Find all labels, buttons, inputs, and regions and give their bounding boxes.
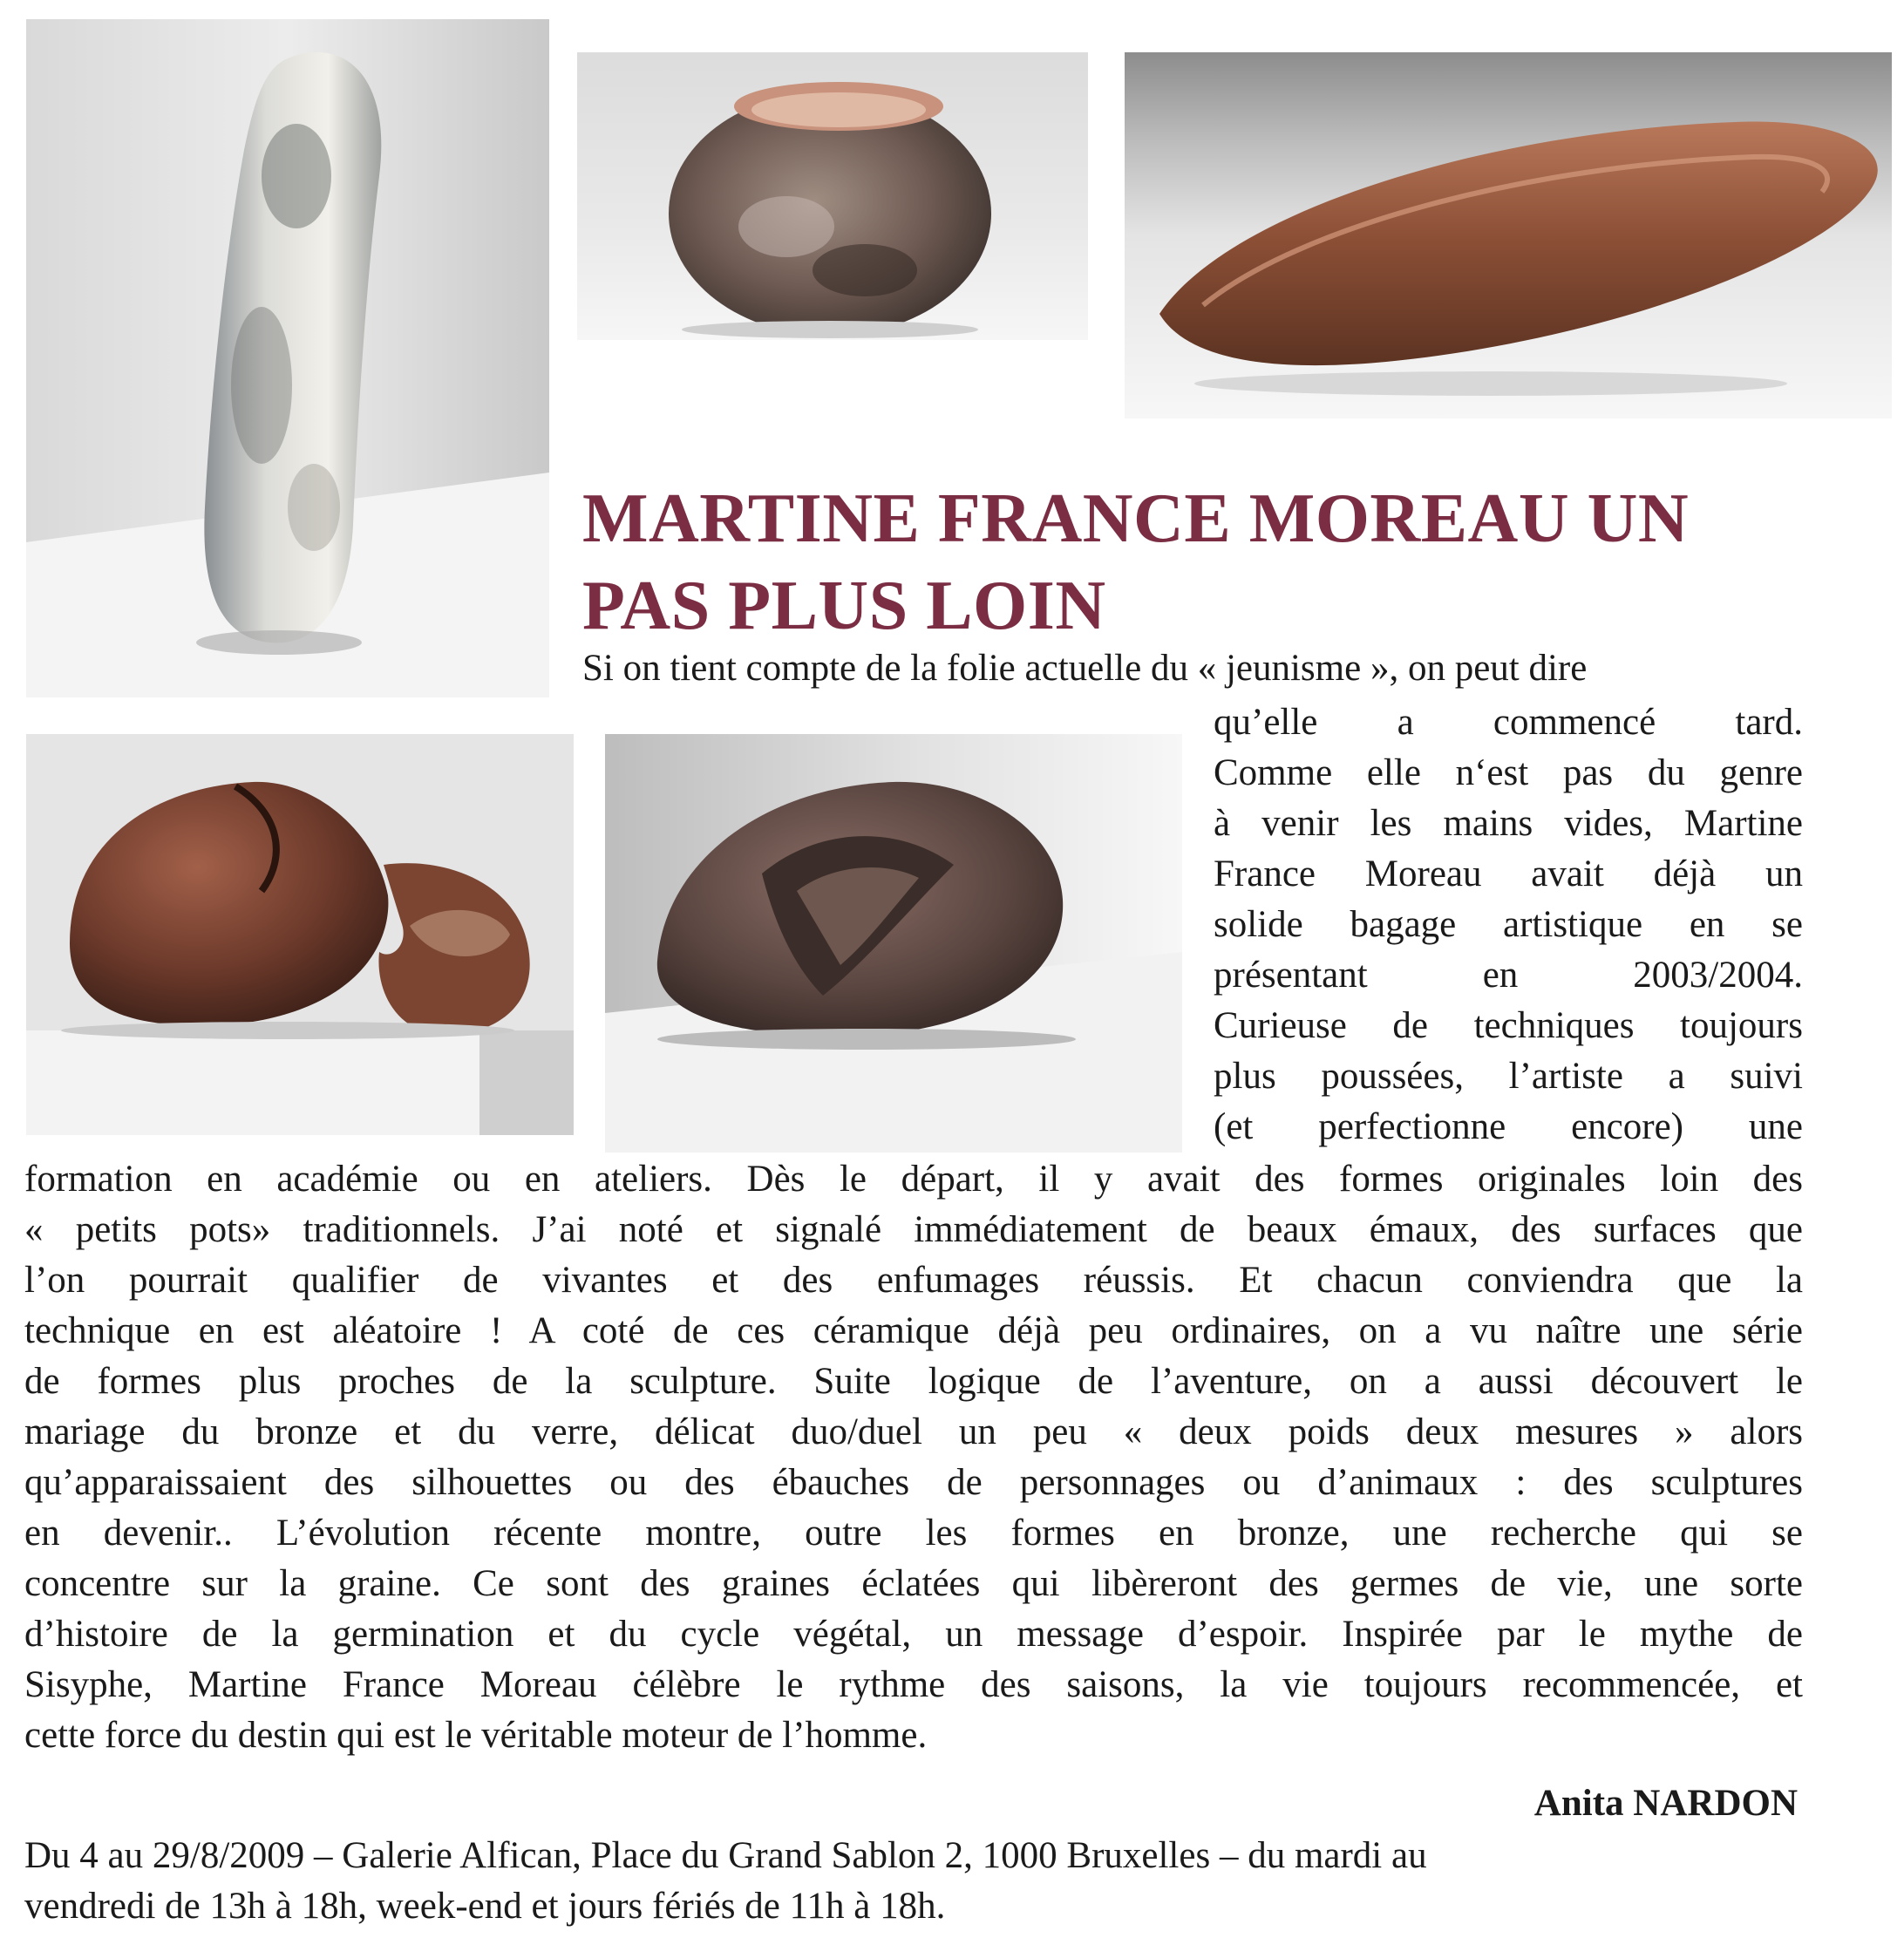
column-line: (et perfectionne encore) une: [1214, 1106, 1803, 1147]
body-line: mariage du bronze et du verre, délicat duo/duel un peu « deux poids deux mesures » alors: [24, 1411, 1803, 1452]
body-line: en devenir.. L’évolution récente montre, outre les formes en bronze, une recherche qui se: [24, 1513, 1803, 1554]
photo-boat-bowl: [1125, 52, 1892, 418]
body-line: qu’apparaissaient des silhouettes ou des ébauches de personnages ou d’animaux : des sculptures: [24, 1462, 1803, 1503]
column-line: qu’elle a commencé tard.: [1214, 702, 1803, 743]
body-line: l’on pourrait qualifier de vivantes et des enfumages réussis. Et chacun conviendra que la: [24, 1260, 1803, 1301]
photo-split-spheres: [26, 734, 574, 1135]
body-text: [24, 1154, 1803, 1761]
body-line: « petits pots» traditionnels. J’ai noté et signalé immédiatement de beaux émaux, des surfaces que: [24, 1209, 1803, 1250]
body-line: formation en académie ou en ateliers. Dès le départ, il y avait des formes originales loin des: [24, 1159, 1803, 1200]
column-line: présentant en 2003/2004.: [1214, 955, 1803, 996]
photo-tall-sculpture: [26, 19, 549, 697]
title-line-2: PAS PLUS LOIN: [582, 568, 1106, 644]
author-name: Anita NARDON: [1533, 1783, 1798, 1824]
body-line: de formes plus proches de la sculpture. Suite logique de l’aventure, on a aussi découvert le: [24, 1361, 1803, 1402]
photo-split-seed: [605, 734, 1182, 1153]
title-line-1: MARTINE FRANCE MOREAU UN: [582, 480, 1690, 557]
column-line: à venir les mains vides, Martine: [1214, 803, 1803, 844]
column-line: Curieuse de techniques toujours: [1214, 1005, 1803, 1046]
body-line: technique en est aléatoire ! A coté de ces céramique déjà peu ordinaires, on a vu naître une série: [24, 1310, 1803, 1351]
photo-round-pot: [577, 52, 1088, 340]
body-line: d’histoire de la germination et du cycle végétal, un message d’espoir. Inspirée par le mythe de: [24, 1614, 1803, 1655]
body-line: cette force du destin qui est le véritable moteur de l’homme.: [24, 1715, 928, 1756]
column-line: solide bagage artistique en se: [1214, 904, 1803, 945]
article-title: [582, 475, 1820, 649]
column-text: [1214, 697, 1803, 1153]
intro-line: Si on tient compte de la folie actuelle du « jeunisme », on peut dire: [582, 648, 1588, 689]
exhibition-line: vendredi de 13h à 18h, week-end et jours fériés de 11h à 18h.: [24, 1886, 946, 1927]
body-line: Sisyphe, Martine France Moreau ċélèbre le rythme des saisons, la vie toujours recommencée, et: [24, 1664, 1803, 1705]
exhibition-info: [24, 1831, 1803, 1932]
column-line: Comme elle n‘est pas du genre: [1214, 752, 1803, 793]
exhibition-line: Du 4 au 29/8/2009 – Galerie Alfican, Place du Grand Sablon 2, 1000 Bruxelles – du mardi au: [24, 1835, 1427, 1876]
column-line: France Moreau avait déjà un: [1214, 853, 1803, 894]
column-line: plus poussées, l’artiste a suivi: [1214, 1056, 1803, 1097]
body-line: concentre sur la graine. Ce sont des graines éclatées qui libèreront des germes de vie, une sorte: [24, 1563, 1803, 1604]
